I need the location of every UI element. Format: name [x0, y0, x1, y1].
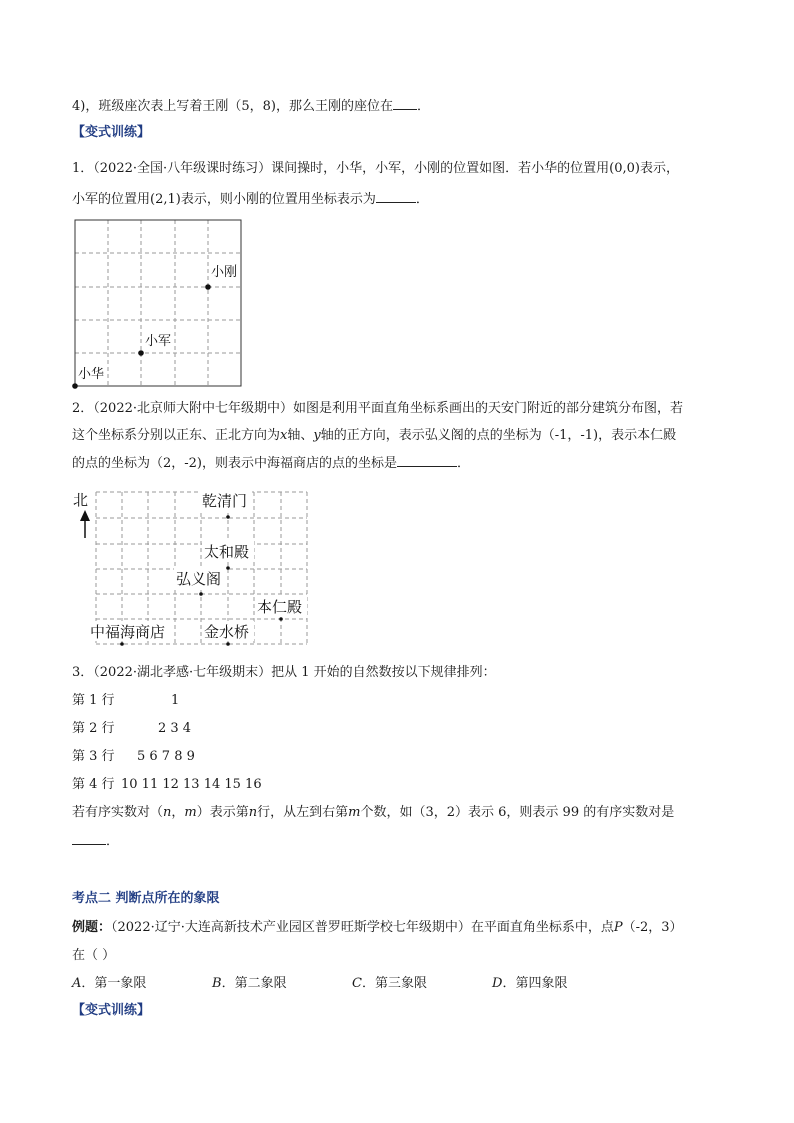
q3-text: 个数，如（3，2）表示 6，则表示 99 的有序实数对是	[360, 805, 675, 820]
hongyige-point	[199, 592, 203, 596]
qianqingmen-point	[226, 515, 230, 519]
q3-row-1	[72, 692, 180, 710]
var-n: n	[163, 805, 172, 820]
options-row	[72, 975, 632, 993]
row-label: 第 1 行	[72, 693, 115, 708]
north-label: 北	[73, 491, 89, 509]
q2-text: 轴、	[287, 428, 314, 443]
section-title: 考点二 判断点所在的象限	[72, 891, 220, 906]
var-y: y	[313, 428, 321, 443]
var-x: x	[280, 428, 288, 443]
q1-text: 小军的位置用	[72, 192, 151, 207]
zhonghaifu-point	[120, 642, 124, 646]
point-coord: （-2，3）	[622, 920, 683, 935]
option-c[interactable]	[352, 975, 492, 993]
north-arrow-head	[80, 510, 90, 521]
row-label: 第 4 行	[72, 777, 115, 792]
xiaojun-point	[138, 350, 144, 356]
xiaohua-label: 小华	[78, 367, 105, 382]
option-letter: A	[72, 976, 82, 991]
intro-text: 4)，班级座次表上写着王刚（5，8)，那么王刚的座位在	[72, 99, 393, 114]
row-numbers: 2 3 4	[158, 721, 192, 736]
q2-period: ．	[457, 456, 471, 471]
q2-text: 这个坐标系分别以正东、正北方向为	[72, 428, 281, 443]
qianqingmen-label: 乾清门	[202, 492, 248, 510]
q3-row-2	[72, 720, 192, 738]
xiaojun-label: 小军	[145, 334, 172, 349]
variant-heading: 【变式训练】	[72, 125, 151, 140]
example-text: （2022·辽宁·大连高新技术产业园区普罗旺斯学校七年级期中）在平面直角坐标系中，点	[111, 920, 614, 935]
q3-text: 若有序实数对（	[72, 805, 164, 820]
option-text: ．第三象限	[361, 976, 427, 991]
xiaohua-point	[72, 383, 78, 389]
option-text: ．第二象限	[221, 976, 287, 991]
q3-period: ．	[106, 834, 120, 849]
q1-text: 1．（2022·全国·八年级课时练习）课间操时，小华，小军，小刚的位置如图．若小华的位置用	[72, 161, 610, 176]
q2-line3	[72, 454, 470, 473]
q3-line1: 3．（2022·湖北孝感·七年级期末）把从 1 开始的自然数按以下规律排列：	[72, 665, 496, 680]
q1-coord-xiaojun: (2,1)	[150, 192, 181, 207]
row-label: 第 3 行	[72, 749, 115, 764]
q2-line2	[72, 427, 676, 445]
benrendian-label: 本仁殿	[257, 598, 303, 616]
row-label: 第 2 行	[72, 721, 115, 736]
q3-text: ）表示第	[196, 805, 249, 820]
q2-answer-blank[interactable]	[397, 454, 457, 467]
q3-comma: ，	[171, 805, 185, 820]
q3-answer-line	[72, 832, 119, 851]
q3-text: 行，从左到右第	[257, 805, 349, 820]
q1-text-end: 表示，	[639, 161, 679, 176]
xiaogang-point	[205, 284, 211, 290]
taihedian-label: 太和殿	[204, 543, 250, 561]
xiaogang-label: 小刚	[211, 265, 238, 280]
option-text: ．第四象限	[502, 976, 568, 991]
var-n: n	[248, 805, 258, 820]
var-m: m	[348, 805, 361, 820]
example-line2: 在（ ）	[72, 948, 116, 963]
q3-answer-blank[interactable]	[72, 832, 106, 845]
example-line	[72, 919, 683, 937]
option-letter: B	[212, 976, 222, 991]
jinshuiqiao-label: 金水桥	[204, 623, 250, 641]
example-label: 例题：	[72, 920, 112, 935]
variant-heading-2: 【变式训练】	[72, 1003, 151, 1018]
q3-row-3	[72, 748, 195, 766]
q1-text: 表示，则小刚的位置用坐标表示为	[180, 192, 376, 207]
q1-frame	[75, 220, 241, 386]
q2-text: 的点的坐标为（2，-2)，则表示中海福商店的点的坐标是	[72, 456, 398, 471]
var-p: P	[613, 920, 623, 935]
zhonghaifu-label: 中福海商店	[90, 623, 166, 641]
var-m: m	[184, 805, 197, 820]
q1-period: ．	[415, 192, 429, 207]
option-b[interactable]	[212, 975, 352, 993]
taihedian-point	[226, 566, 230, 570]
intro-line: 4)，班级座次表上写着王刚（5，8)，那么王刚的座位在 ．	[72, 99, 430, 114]
option-d[interactable]	[492, 975, 632, 993]
q1-grid	[75, 220, 241, 386]
row-numbers: 1	[171, 693, 180, 708]
hongyige-label: 弘义阁	[176, 570, 222, 588]
option-letter: D	[492, 976, 503, 991]
benrendian-point	[279, 617, 283, 621]
jinshuiqiao-point	[226, 642, 230, 646]
row-numbers: 10 11 12 13 14 15 16	[121, 777, 262, 792]
q2-line1: 2．（2022·北京师大附中七年级期中）如图是利用平面直角坐标系画出的天安门附近的部分建筑分布图，若	[72, 401, 683, 416]
q3-line-question	[72, 804, 674, 822]
option-letter: C	[352, 976, 362, 991]
option-text: ．第一象限	[81, 976, 147, 991]
option-a[interactable]	[72, 975, 212, 993]
row-numbers: 5 6 7 8 9	[137, 749, 195, 764]
q3-row-4	[72, 776, 262, 794]
q1-coord-origin: (0,0)	[609, 161, 640, 176]
q2-text: 轴的正方向，表示弘义阁的点的坐标为（-1，-1)，表示本仁殿	[320, 428, 677, 443]
